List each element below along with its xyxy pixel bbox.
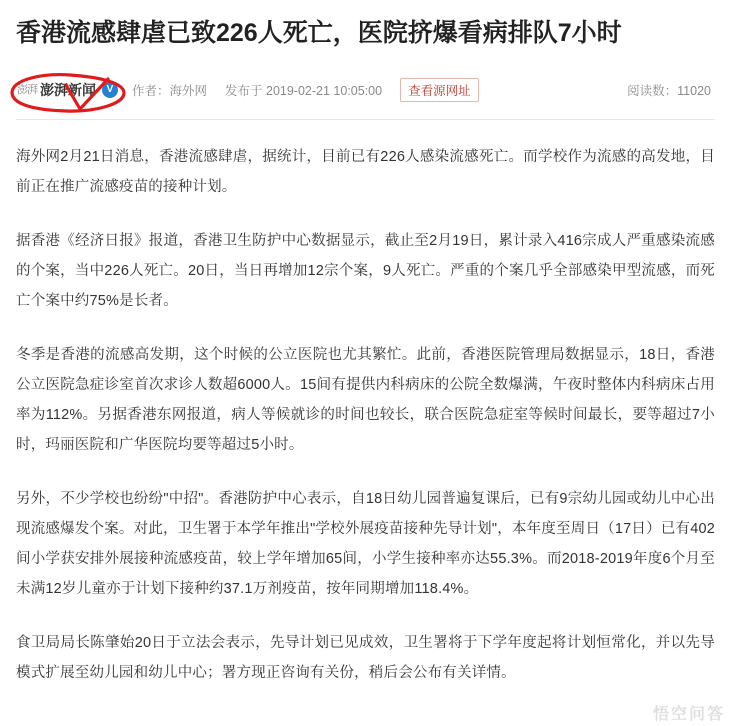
author-label: 作者： bbox=[132, 84, 170, 98]
read-count bbox=[627, 81, 715, 99]
paragraph: 冬季是香港的流感高发期，这个时候的公立医院也尤其繁忙。此前，香港医院管理局数据显示，18日，香港公立医院急症诊室首次求诊人数超6000人。15间有提供内科病床的公院全数爆满，午夜时整体内科病床占用率为112%。另据香港东网报道，病人等候就诊的时间也较长，联合医院急症室等候时间最长，要等超过7小时，玛丽医院和广华医院均要等超过5小时。 bbox=[16, 347, 715, 453]
verified-check-icon: V bbox=[102, 82, 118, 98]
watermark: 悟空问答 bbox=[652, 706, 725, 723]
page-title: 香港流感肆虐已致226人死亡，医院挤爆看病排队7小时 bbox=[16, 19, 622, 47]
author-info bbox=[132, 81, 207, 99]
read-count-value: 11020 bbox=[677, 84, 711, 98]
source-mark: 澎湃 bbox=[17, 84, 37, 96]
author-name: 海外网 bbox=[169, 84, 208, 98]
paragraph: 据香港《经济日报》报道，香港卫生防护中心数据显示，截止至2月19日，累计录入416宗成人严重感染流感的个案，当中226人死亡。20日，当日再增加12宗个案，9人死亡。严重的个案几乎全部感染甲型流感，而死亡个案中约75%是长者。 bbox=[16, 233, 715, 309]
article-body bbox=[16, 142, 715, 688]
paragraph: 另外，不少学校也纷纷"中招"。香港防护中心表示，自18日幼儿园普遍复课后，已有9宗幼儿园或幼儿中心出现流感爆发个案。对此，卫生署于本学年推出"学校外展疫苗接种先导计划"，本年度至周日（17日）已有402间小学获安排外展接种流感疫苗，较上学年增加65间，小学生接种率亦达55.3%。而2018-2019年度6个月至未满12岁儿童亦于计划下接种约37.1万剂疫苗，按年同期增加118.4%。 bbox=[16, 491, 715, 597]
source-logo-group[interactable] bbox=[16, 79, 118, 101]
source-name: 澎湃新闻 bbox=[40, 82, 96, 98]
article-meta-bar bbox=[16, 75, 715, 105]
read-count-label: 阅读数： bbox=[627, 84, 678, 98]
paragraph: 食卫局局长陈肇始20日于立法会表示，先导计划已见成效，卫生署将于下学年度起将计划恒常化，并以先导模式扩展至幼儿园和幼儿中心；署方现正咨询有关份，稍后会公布有关详情。 bbox=[16, 635, 715, 681]
meta-divider bbox=[16, 119, 715, 120]
paragraph: 海外网2月21日消息，香港流感肆虐，据统计，目前已有226人感染流感死亡。而学校作为流感的高发地，目前正在推广流感疫苗的接种计划。 bbox=[16, 149, 715, 195]
view-source-url-button[interactable]: 查看源网址 bbox=[400, 78, 479, 102]
publish-time: 发布于 2019-02-21 10:05:00 bbox=[225, 84, 383, 98]
